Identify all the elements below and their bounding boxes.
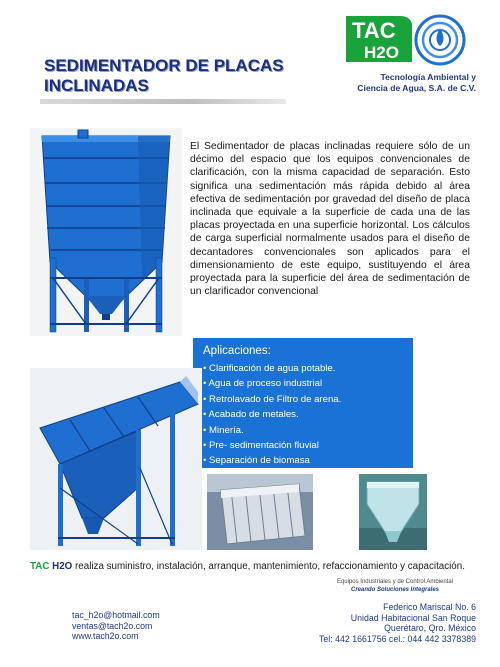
page-title-line2: INCLINADAS: [44, 76, 149, 95]
contact-right: [300, 602, 476, 644]
cone-module-photo: [359, 474, 427, 550]
page-title: [44, 56, 304, 96]
list-item: • Minería.: [203, 423, 403, 438]
brand-tac: TAC: [30, 561, 50, 572]
applications-list: [203, 361, 403, 469]
brand-h2o: H2O: [52, 561, 73, 572]
applications-box: [193, 338, 413, 468]
email-link-2[interactable]: ventas@tach2o.com: [72, 620, 153, 631]
contact-left: [72, 610, 160, 642]
logo-tagline-line2: Ciencia de Agua, S.A. de C.V.: [357, 83, 476, 93]
services-statement: [30, 560, 470, 573]
list-item: • Clarificación de agua potable.: [203, 361, 403, 376]
tac-h2o-logo: [340, 10, 470, 68]
address-line-1: Federico Mariscal No. 6: [383, 602, 476, 612]
description-paragraph: El Sedimentador de placas inclinadas requiere sólo de un décimo del espacio que los equipos convencionales de clarificación, con la misma capacidad de separación. Esto significa una sedimentación más rápida debido al área efectiva de sedimentación por gravedad del diseño de placa inclinada que equivale a la superficie de cada una de las placas proyectada en una superficie horizontal. Los cálculos de carga superficial normalmente usados para el diseño de decantadores convencionales son aplicados para el dimensionamiento de este equipo, sustituyendo el área proyectada para la superficie del área de sedimentación de un clarificador convencional: [190, 141, 470, 298]
sedimentador-vertical-image: [30, 128, 182, 336]
logo-tac-text: TAC: [352, 18, 396, 43]
address-line-3: Querétaro, Qro. México: [384, 623, 476, 634]
plate-pack-photo: [207, 474, 313, 550]
list-item: • Agua de proceso industrial: [203, 376, 403, 391]
list-item: • Acabado de metales.: [203, 407, 403, 422]
website-link[interactable]: www.tach2o.com: [72, 631, 139, 642]
logo-tagline-line1: Tecnología Ambiental y: [380, 72, 476, 82]
title-underline: [40, 99, 286, 104]
company-name: Equipos Industriales y de Control Ambiental: [336, 579, 454, 585]
address-line-2: Unidad Habitacional San Roque: [350, 612, 476, 623]
list-item: • Separación de biomasa: [203, 453, 403, 468]
sedimentador-inclinado-image: [30, 368, 202, 550]
logo-h2o-text: H2O: [364, 43, 399, 62]
company-motto: Creando Soluciones Integrales: [350, 587, 440, 593]
email-link-1[interactable]: tac_h2o@hotmail.com: [72, 610, 160, 620]
company-block: [312, 578, 478, 594]
applications-title: Aplicaciones:: [203, 345, 271, 357]
page-title-line1: SEDIMENTADOR DE PLACAS: [44, 56, 284, 75]
list-item: • Retrolavado de Filtro de arena.: [203, 392, 403, 407]
logo-tagline: [340, 72, 476, 94]
services-text: realiza suministro, instalación, arranque, mantenimiento, refaccionamiento y capacitación.: [72, 561, 465, 572]
list-item: • Pre- sedimentación fluvial: [203, 438, 403, 453]
phone-numbers: Tel: 442 1661756 cel.: 044 442 3378389: [318, 633, 476, 644]
